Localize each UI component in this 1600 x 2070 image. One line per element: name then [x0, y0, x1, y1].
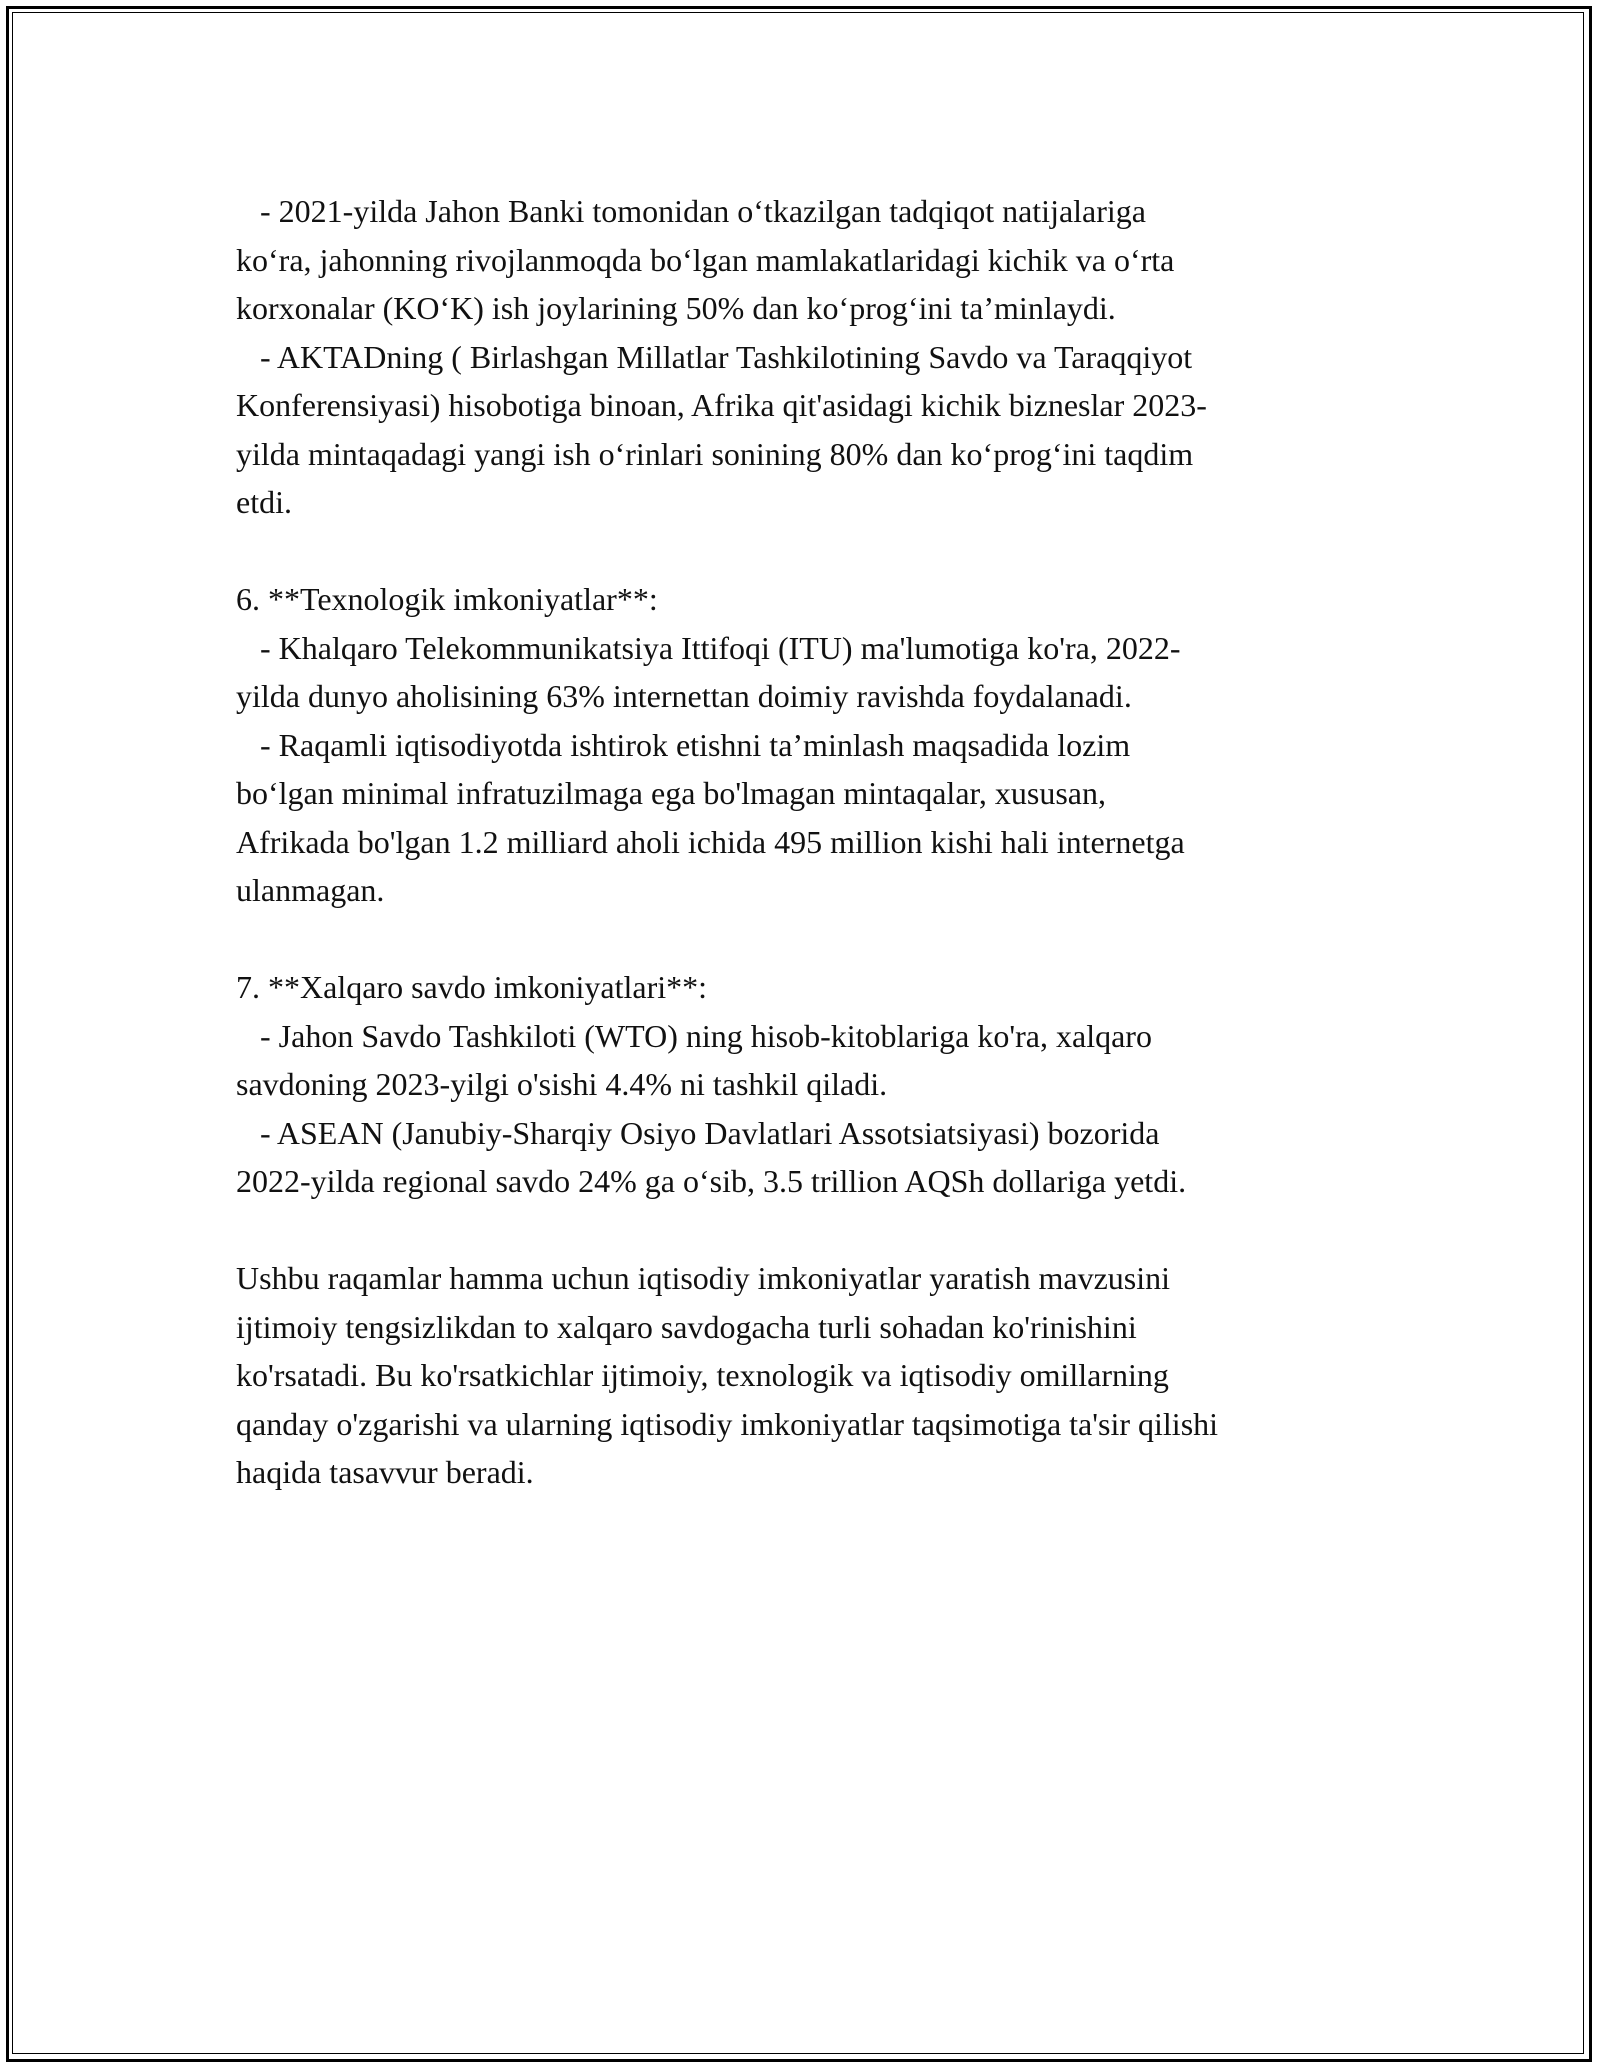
text-line: ulanmagan.: [236, 872, 385, 908]
text-line: - Raqamli iqtisodiyotda ishtirok etishni ta’minlash maqsadida lozim: [236, 726, 1131, 763]
text-line: yilda dunyo aholisining 63% internettan doimiy ravishda foydalanadi.: [236, 678, 1132, 714]
text-line: etdi.: [236, 484, 292, 520]
section-international-trade: [236, 963, 1396, 1206]
text-line: ko'rsatadi. Bu ko'rsatkichlar ijtimoiy, texnologik va iqtisodiy omillarning: [236, 1357, 1169, 1393]
section-heading: 6. **Texnologik imkoniyatlar**:: [236, 581, 658, 617]
paragraph-gap: [236, 1206, 1396, 1255]
document-body: [236, 187, 1396, 1497]
text-line: ko‘ra, jahonning rivojlanmoqda bo‘lgan mamlakatlaridagi kichik va o‘rta: [236, 241, 1175, 278]
paragraph-gap: [236, 915, 1396, 964]
text-line: - Khalqaro Telekommunikatsiya Ittifoqi (ITU) ma'lumotiga ko'ra, 2022-: [236, 629, 1181, 666]
text-line: korxonalar (KO‘K) ish joylarining 50% dan ko‘prog‘ini ta’minlaydi.: [236, 290, 1116, 326]
text-line: Afrikada bo'lgan 1.2 milliard aholi ichida 495 million kishi hali internetga: [236, 823, 1185, 860]
text-line: - Jahon Savdo Tashkiloti (WTO) ning hisob-kitoblariga ko'ra, xalqaro: [236, 1017, 1152, 1054]
paragraph-gap: [236, 527, 1396, 576]
paragraph-sme-employment: [236, 187, 1396, 527]
paragraph-conclusion: [236, 1254, 1396, 1497]
text-line: - 2021-yilda Jahon Banki tomonidan o‘tkazilgan tadqiqot natijalariga: [236, 193, 1146, 229]
text-line: haqida tasavvur beradi.: [236, 1454, 534, 1490]
section-heading: 7. **Xalqaro savdo imkoniyatlari**:: [236, 969, 708, 1005]
text-line: yilda mintaqadagi yangi ish o‘rinlari sonining 80% dan ko‘prog‘ini taqdim: [236, 435, 1194, 472]
text-line: bo‘lgan minimal infratuzilmaga ega bo'lmagan mintaqalar, xususan,: [236, 775, 1106, 811]
text-line: savdoning 2023-yilgi o'sishi 4.4% ni tashkil qiladi.: [236, 1066, 888, 1102]
text-line: - AKTADning ( Birlashgan Millatlar Tashkilotining Savdo va Taraqqiyot: [236, 338, 1193, 375]
text-line: 2022-yilda regional savdo 24% ga o‘sib, 3.5 trillion AQSh dollariga yetdi.: [236, 1163, 1187, 1199]
text-line: - ASEAN (Janubiy-Sharqiy Osiyo Davlatlari Assotsiatsiyasi) bozorida: [236, 1114, 1160, 1151]
text-line: ijtimoiy tengsizlikdan to xalqaro savdogacha turli sohadan ko'rinishini: [236, 1308, 1137, 1345]
section-technological-opportunities: [236, 575, 1396, 915]
text-line: Konferensiyasi) hisobotiga binoan, Afrika qit'asidagi kichik bizneslar 2023-: [236, 387, 1207, 423]
text-line: qanday o'zgarishi va ularning iqtisodiy imkoniyatlar taqsimotiga ta'sir qilishi: [236, 1405, 1219, 1442]
text-line: Ushbu raqamlar hamma uchun iqtisodiy imkoniyatlar yaratish mavzusini: [236, 1260, 1171, 1296]
